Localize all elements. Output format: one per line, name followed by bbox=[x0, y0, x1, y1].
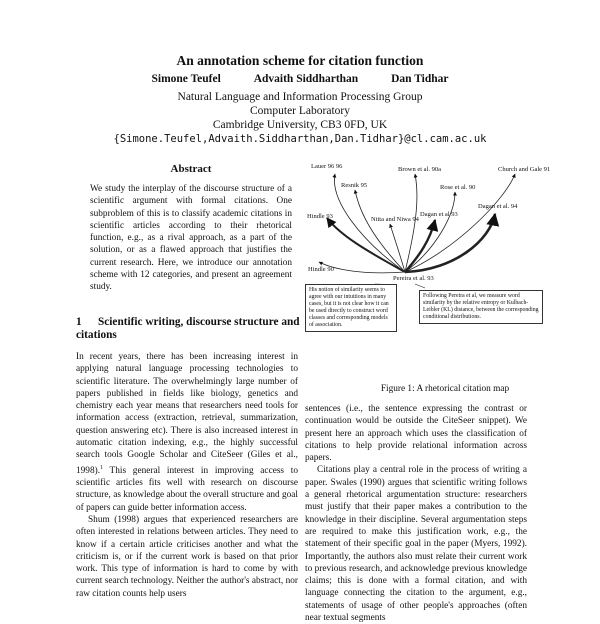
paragraph-1-text: In recent years, there has been increasing interest in applying natural language processing technologies to scientific literature. The overwhelmingly large number of papers published in fields like biology, genetics and chemistry each year means that researchers need tools for information access (extraction, retrieval, summarization, question answering etc). There is also increased interest in automatic citation indexing, e.g., the highly successful search tools Google Scholar and CiteSeer (Giles et al., 1998). bbox=[76, 352, 298, 476]
author-emails: {Simone.Teufel,Advaith.Siddharthan,Dan.Tidhar}@cl.cam.ac.uk bbox=[113, 133, 487, 145]
abstract-body bbox=[90, 183, 292, 294]
figure-caption: Figure 1: A rhetorical citation map bbox=[380, 384, 510, 394]
note-right-connector bbox=[415, 284, 425, 288]
author-3: Dan Tidhar bbox=[391, 73, 449, 85]
node-resnik: Resnik 95 bbox=[341, 182, 368, 189]
author-list bbox=[0, 73, 600, 85]
note-right: Following Pereira et al, we measure word similarity by the relative entropy or Kulbach-Leibler (KL) distance, between the corresponding conditional distributions. bbox=[419, 290, 543, 324]
arrow-hindle93 bbox=[327, 218, 405, 272]
node-nitta: Nitta and Niwa 94 bbox=[371, 216, 419, 223]
section-title: Scientific writing, discourse structure and citations bbox=[76, 316, 300, 341]
paragraph-1-continued: This general interest in improving access to scientific articles fits well with research on discourse structure, as knowledge about the overall structure and goal of papers can guide better information access. bbox=[76, 465, 298, 513]
left-column-body bbox=[76, 351, 298, 600]
arrow-resnik bbox=[355, 190, 405, 272]
right-column-body bbox=[305, 403, 527, 624]
section-1-paragraph-2: Shum (1998) argues that experienced researchers are often interested in relations between articles. They need to know if a certain article criticises another and what the criticism is, or if the current work is based on that prior work. This type of information is hard to come by with current search technology. Neither the author's abstract, nor raw citation counts help users bbox=[76, 514, 298, 599]
arrow-brown bbox=[405, 174, 417, 272]
right-paragraph-2: Citations play a central role in the process of writing a paper. Swales (1990) argues that scientific writing follows a general rhetorical argumentation structure: researchers must justify that their paper makes a contribution to the knowledge in their discipline. Several argumentation steps are required to make this justification work, e.g., the statement of their specific goal in the paper (Myers, 1992). Importantly, the authors also must relate their current work to previous research, and acknowledge previous knowledge claims; this is done with a formal citation, and with language connecting the citation to the argument, e.g., statements of usage of other people's approaches (often near textual segments bbox=[305, 465, 527, 624]
author-2: Advaith Siddharthan bbox=[253, 73, 359, 85]
affiliation-line-2: Computer Laboratory bbox=[250, 105, 350, 117]
node-hindle90: Hindle 90 bbox=[308, 266, 334, 273]
footnote-marker: 1 bbox=[100, 464, 104, 471]
node-hindle93: Hindle 93 bbox=[307, 213, 333, 220]
paper-title: An annotation scheme for citation function bbox=[176, 53, 424, 68]
affiliation-line-1: Natural Language and Information Processing Group bbox=[177, 91, 423, 103]
node-dagan93: Dagan et al 93 bbox=[420, 211, 458, 218]
right-paragraph-1: sentences (i.e., the sentence expressing the contrast or continuation would be outside the CiteSeer snippet). We present here an approach which uses the classification of citations to help provide relational information across papers. bbox=[305, 404, 527, 464]
note-left: His notion of similarity seems to agree with our intuitions in many cases, but it is not clear how it can be used directly to construct word classes and corresponding models of association. bbox=[305, 284, 397, 332]
section-1-paragraph-1 bbox=[76, 351, 298, 514]
node-lauer: Lauer 96 96 bbox=[311, 163, 343, 170]
node-rose: Rose et al. 90 bbox=[440, 184, 476, 191]
citation-map-figure bbox=[305, 160, 585, 365]
author-1: Simone Teufel bbox=[151, 73, 221, 85]
node-pereira: Pereira et al. 93 bbox=[393, 275, 434, 282]
node-dagan94: Dagan et al. 94 bbox=[478, 203, 518, 210]
node-brown: Brown et al. 90a bbox=[398, 166, 441, 173]
node-church: Church and Gale 91 bbox=[498, 166, 551, 173]
affiliation-line-3: Cambridge University, CB3 0FD, UK bbox=[212, 119, 388, 131]
section-number: 1 bbox=[76, 316, 82, 328]
abstract-text: We study the interplay of the discourse structure of a scientific argument with formal citations. One subproblem of this is to classify academic citations in scientific articles according to their rhetorical function, e.g., as a rival approach, as a part of the solution, or as a flawed approach that justifies the current research. Here, we introduce our annotation scheme with 12 categories, and present an agreement study. bbox=[90, 184, 292, 293]
section-1-heading bbox=[76, 316, 306, 342]
abstract-heading: Abstract bbox=[170, 163, 212, 175]
